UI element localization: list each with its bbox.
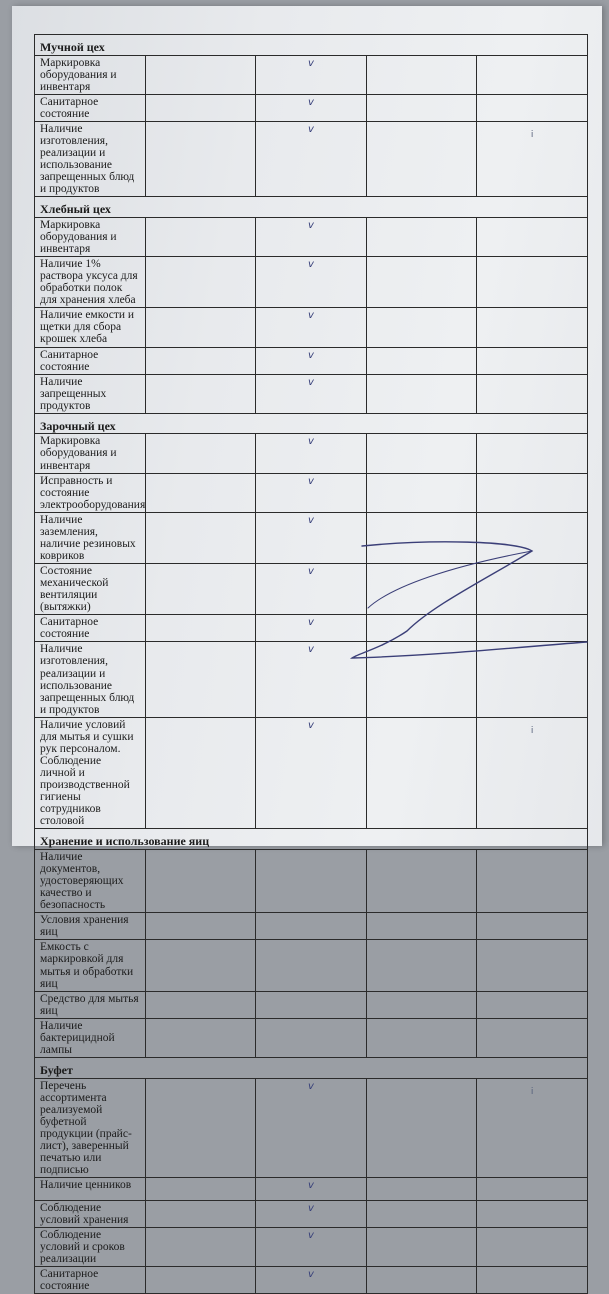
row-check-cell [256,615,367,642]
table-row [35,1201,588,1228]
check-mark-icon: v [308,1080,314,1092]
row-check-cell [256,257,367,308]
check-mark-icon: v [308,566,314,578]
row-col-empty [366,1267,477,1294]
row-check-cell [256,374,367,413]
table-row [35,1178,588,1201]
row-col-empty [145,434,256,473]
row-note-cell [477,913,588,940]
row-note-cell [477,94,588,121]
row-col-empty [145,1201,256,1228]
row-col-empty [145,374,256,413]
table-row [35,473,588,512]
row-text: Наличие 1% раствора уксуса для обработки полок для хранения хлеба [35,257,146,308]
check-mark-icon: v [308,1230,314,1242]
row-col-empty [145,991,256,1018]
row-col-empty [366,940,477,991]
section-header [35,829,588,850]
row-col-empty [145,642,256,717]
row-text: Соблюдение условий и сроков реализации [35,1228,146,1267]
row-note-cell [477,564,588,615]
table-row [35,991,588,1018]
table-row [35,308,588,347]
section-header [35,197,588,218]
table-row [35,374,588,413]
row-text: Наличие документов, удостоверяющих качество и безопасность [35,849,146,912]
table-row [35,642,588,717]
row-note-cell [477,717,588,829]
row-col-empty [366,94,477,121]
row-note-cell [477,1178,588,1201]
table-row [35,257,588,308]
row-col-empty [145,257,256,308]
row-text: Санитарное состояние [35,1267,146,1294]
row-note-cell [477,1267,588,1294]
row-check-cell [256,308,367,347]
row-text: Наличие условий для мытья и сушки рук персоналом. Соблюдение личной и производственной гигиены сотрудников столовой [35,717,146,829]
table-row [35,913,588,940]
row-note-cell [477,473,588,512]
row-check-cell [256,564,367,615]
row-col-empty [366,1201,477,1228]
row-check-cell [256,512,367,563]
row-col-empty [366,217,477,256]
row-note-cell [477,121,588,196]
row-col-empty [366,913,477,940]
row-note-cell [477,849,588,912]
check-mark-icon: v [308,475,314,487]
row-note-cell [477,257,588,308]
table-row [35,55,588,94]
table-row [35,1078,588,1178]
row-check-cell [256,1178,367,1201]
row-col-empty [145,1178,256,1201]
table-row [35,217,588,256]
row-text: Санитарное состояние [35,347,146,374]
row-note-cell [477,642,588,717]
check-mark-icon: v [308,644,314,656]
row-text: Наличие заземления, наличие резиновых ковриков [35,512,146,563]
section-title: Зарочный цех [35,413,588,434]
row-note-cell [477,940,588,991]
row-col-empty [366,434,477,473]
row-note-cell [477,991,588,1018]
row-note-cell [477,347,588,374]
row-text: Наличие изготовления, реализации и использование запрещенных блюд и продуктов [35,121,146,196]
row-col-empty [145,615,256,642]
row-check-cell [256,913,367,940]
row-note-cell [477,1228,588,1267]
checklist-table-wrap [34,34,588,1294]
row-col-empty [145,1267,256,1294]
row-text: Средство для мытья яиц [35,991,146,1018]
table-row [35,1267,588,1294]
row-check-cell [256,217,367,256]
check-mark-icon: v [308,1269,314,1281]
row-check-cell [256,1018,367,1057]
row-note-cell [477,374,588,413]
row-col-empty [145,473,256,512]
check-mark-icon: v [308,719,314,731]
section-title: Хлебный цех [35,197,588,218]
row-text: Условия хранения яиц [35,913,146,940]
row-check-cell [256,121,367,196]
row-text: Наличие емкости и щетки для сбора крошек хлеба [35,308,146,347]
row-col-empty [366,257,477,308]
row-col-empty [145,940,256,991]
row-col-empty [145,347,256,374]
row-text: Санитарное состояние [35,94,146,121]
check-mark-icon: v [308,1180,314,1192]
table-row [35,512,588,563]
table-row [35,94,588,121]
row-col-empty [366,473,477,512]
row-text: Наличие ценников [35,1178,146,1201]
row-text: Санитарное состояние [35,615,146,642]
row-note-cell [477,1201,588,1228]
check-mark-icon: v [308,617,314,629]
row-col-empty [145,1018,256,1057]
row-check-cell [256,55,367,94]
row-text: Перечень ассортимента реализуемой буфетной продукции (прайс-лист), заверенный печатью или подписью [35,1078,146,1178]
section-header [35,1057,588,1078]
row-note-cell [477,1018,588,1057]
row-note-cell [477,308,588,347]
section-title: Мучной цех [35,35,588,56]
table-row [35,940,588,991]
row-col-empty [366,615,477,642]
row-check-cell [256,434,367,473]
row-text: Емкость с маркировкой для мытья и обработки яиц [35,940,146,991]
row-col-empty [366,1228,477,1267]
row-check-cell [256,94,367,121]
row-check-cell [256,849,367,912]
pencil-mark-icon: i [530,129,534,140]
table-row [35,347,588,374]
row-note-cell [477,434,588,473]
row-col-empty [145,849,256,912]
row-note-cell [477,1078,588,1178]
table-row [35,615,588,642]
row-text: Маркировка оборудования и инвентаря [35,55,146,94]
paper-sheet [12,6,602,1293]
row-col-empty [145,94,256,121]
section-title: Буфет [35,1057,588,1078]
row-col-empty [366,347,477,374]
row-col-empty [145,1228,256,1267]
row-col-empty [145,121,256,196]
check-mark-icon: v [308,219,314,231]
check-mark-icon: v [308,1203,314,1215]
check-mark-icon: v [308,96,314,108]
row-note-cell [477,615,588,642]
pencil-mark-icon: i [530,1086,534,1097]
row-col-empty [366,991,477,1018]
row-col-empty [366,512,477,563]
table-row [35,1018,588,1057]
table-row [35,849,588,912]
row-col-empty [366,121,477,196]
table-row [35,717,588,829]
table-row [35,564,588,615]
row-col-empty [366,1018,477,1057]
row-check-cell [256,940,367,991]
section-header [35,35,588,56]
row-col-empty [366,308,477,347]
row-check-cell [256,642,367,717]
section-header [35,413,588,434]
row-col-empty [145,913,256,940]
check-mark-icon: v [308,123,314,135]
row-col-empty [145,217,256,256]
row-note-cell [477,217,588,256]
row-col-empty [366,564,477,615]
check-mark-icon: v [308,349,314,361]
pencil-mark-icon: i [530,725,534,736]
check-mark-icon: v [308,259,314,271]
row-text: Наличие изготовления, реализации и использование запрещенных блюд и продуктов [35,642,146,717]
row-text: Маркировка оборудования и инвентаря [35,434,146,473]
row-col-empty [145,308,256,347]
table-row [35,434,588,473]
row-col-empty [366,717,477,829]
row-check-cell [256,347,367,374]
row-check-cell [256,473,367,512]
row-note-cell [477,512,588,563]
row-col-empty [366,849,477,912]
row-note-cell [477,55,588,94]
check-mark-icon: v [308,310,314,322]
row-text: Наличие бактерицидной лампы [35,1018,146,1057]
row-col-empty [366,374,477,413]
check-mark-icon: v [308,514,314,526]
row-check-cell [256,717,367,829]
row-col-empty [145,55,256,94]
section-title: Хранение и использование яиц [35,829,588,850]
row-text: Маркировка оборудования и инвентаря [35,217,146,256]
row-check-cell [256,1267,367,1294]
row-col-empty [366,1078,477,1178]
table-row [35,121,588,196]
check-mark-icon: v [308,57,314,69]
check-mark-icon: v [308,436,314,448]
row-text: Соблюдение условий хранения [35,1201,146,1228]
checklist-table [34,34,588,1294]
row-col-empty [145,564,256,615]
row-text: Исправность и состояние электрооборудования [35,473,146,512]
row-col-empty [366,642,477,717]
row-check-cell [256,1078,367,1178]
check-mark-icon: v [308,376,314,388]
row-col-empty [145,512,256,563]
row-check-cell [256,1228,367,1267]
table-row [35,1228,588,1267]
row-col-empty [366,1178,477,1201]
row-col-empty [145,1078,256,1178]
row-check-cell [256,1201,367,1228]
checklist-body [35,35,588,1294]
row-text: Состояние механической вентиляции (вытяжки) [35,564,146,615]
row-col-empty [145,717,256,829]
row-text: Наличие запрещенных продуктов [35,374,146,413]
row-col-empty [366,55,477,94]
row-check-cell [256,991,367,1018]
